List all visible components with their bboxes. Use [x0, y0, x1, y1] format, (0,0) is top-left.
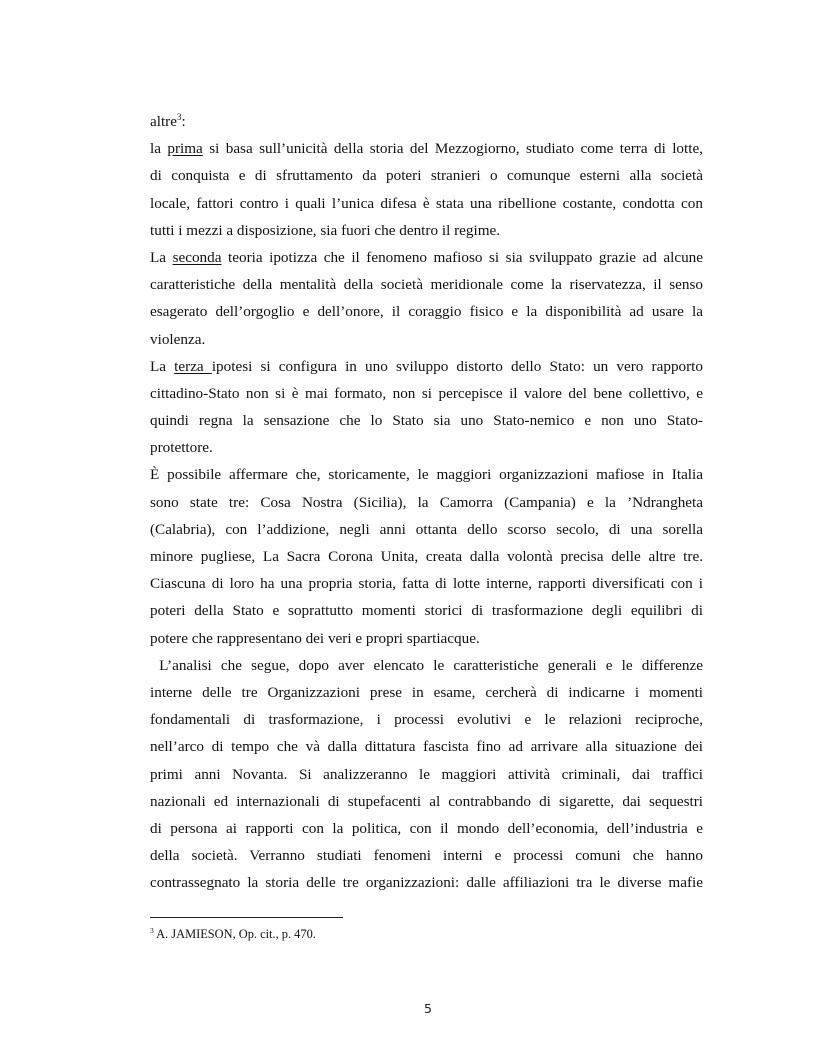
footnote-text: A. JAMIESON, Op. cit., p. 470.	[153, 927, 316, 941]
text-line: cittadino-Stato non si è mai formato, non si percepisce il valore del bene collettivo, e	[150, 384, 703, 402]
text-line	[150, 353, 703, 380]
text-span: si basa sull’unicità della storia del Mezzogiorno, studiato come terra di lotte,	[202, 140, 703, 158]
text-line: L’analisi che segue, dopo aver elencato le caratteristiche generali e le differenze	[150, 656, 703, 674]
text-line: protettore.	[150, 439, 213, 457]
text-line	[150, 135, 703, 162]
footnote-number: 3	[150, 925, 154, 935]
underlined-word: prima	[167, 140, 203, 158]
text-span: ipotesi si configura in uno sviluppo distorto dello Stato: un vero rapporto	[211, 357, 703, 375]
text-line: fondamentali di trasformazione, i processi evolutivi e le relazioni reciproche,	[150, 711, 703, 729]
text-line: Ciascuna di loro ha una propria storia, fatta di lotte interne, rapporti diversificati con i	[150, 575, 703, 593]
text-line: nazionali ed internazionali di stupefacenti al contrabbando di sigarette, dai sequestri	[150, 792, 703, 810]
text-span: :	[181, 113, 186, 130]
text-line: minore pugliese, La Sacra Corona Unita, creata dalla volontà precisa delle altre tre.	[150, 548, 703, 565]
text-line: contrassegnato la storia delle tre organizzazioni: dalle affiliazioni tra le diverse mafie	[150, 874, 703, 892]
text-line: quindi regna la sensazione che lo Stato sia uno Stato-nemico e non uno Stato-	[150, 412, 703, 430]
text-line: della società. Verranno studiati fenomeni interni e processi comuni che hanno	[150, 847, 703, 865]
text-span: teoria ipotizza che il fenomeno mafioso si sia sviluppato grazie ad alcune	[221, 248, 703, 266]
text-line: esagerato dell’orgoglio e dell’onore, il coraggio fisico e la disponibilità ad usare la	[150, 303, 703, 321]
text-line: locale, fattori contro i quali l’unica difesa è stata una ribellione costante, condotta con	[150, 194, 703, 212]
text-line	[150, 244, 703, 271]
text-line: interne delle tre Organizzazioni prese in esame, cercherà di indicarne i momenti	[150, 683, 703, 701]
underlined-word: seconda	[172, 248, 222, 266]
text-line: potere che rappresentano dei veri e propri spartiacque.	[150, 629, 480, 647]
underlined-word: terza	[174, 357, 212, 375]
text-line: È possibile affermare che, storicamente, le maggiori organizzazioni mafiose in Italia	[150, 466, 703, 484]
text-line: poteri della Stato e soprattutto momenti storici di trasformazione degli equilibri di	[150, 602, 703, 620]
text-span: la	[150, 140, 168, 158]
page-number: 5	[424, 1001, 432, 1016]
footnote	[150, 926, 316, 942]
text-line: nell’arco di tempo che và dalla dittatura fascista fino ad arrivare alla situazione dei	[150, 738, 703, 756]
text-line: di conquista e di sfruttamento da poteri stranieri o comunque esterni alla società	[150, 167, 703, 185]
text-line	[150, 108, 703, 135]
text-line: violenza.	[150, 330, 206, 348]
text-span: La	[150, 357, 175, 375]
text-line: primi anni Novanta. Si analizzeranno le maggiori attività criminali, dai traffici	[150, 765, 703, 783]
footnote-divider	[150, 917, 343, 918]
text-line: di persona ai rapporti con la politica, con il mondo dell’economia, dell’industria e	[150, 819, 703, 837]
text-line: (Calabria), con l’addizione, negli anni ottanta dello scorso secolo, di una sorella	[150, 520, 703, 538]
footnote-reference: 3	[176, 111, 182, 122]
text-line: tutti i mezzi a disposizione, sia fuori che dentro il regime.	[150, 221, 501, 239]
page-body	[150, 108, 703, 896]
text-line: sono state tre: Cosa Nostra (Sicilia), la Camorra (Campania) e la ’Ndrangheta	[150, 493, 703, 511]
text-span: altre	[150, 113, 177, 130]
text-line: caratteristiche della mentalità della società meridionale come la riservatezza, il senso	[150, 276, 703, 294]
text-span: La	[150, 248, 173, 266]
